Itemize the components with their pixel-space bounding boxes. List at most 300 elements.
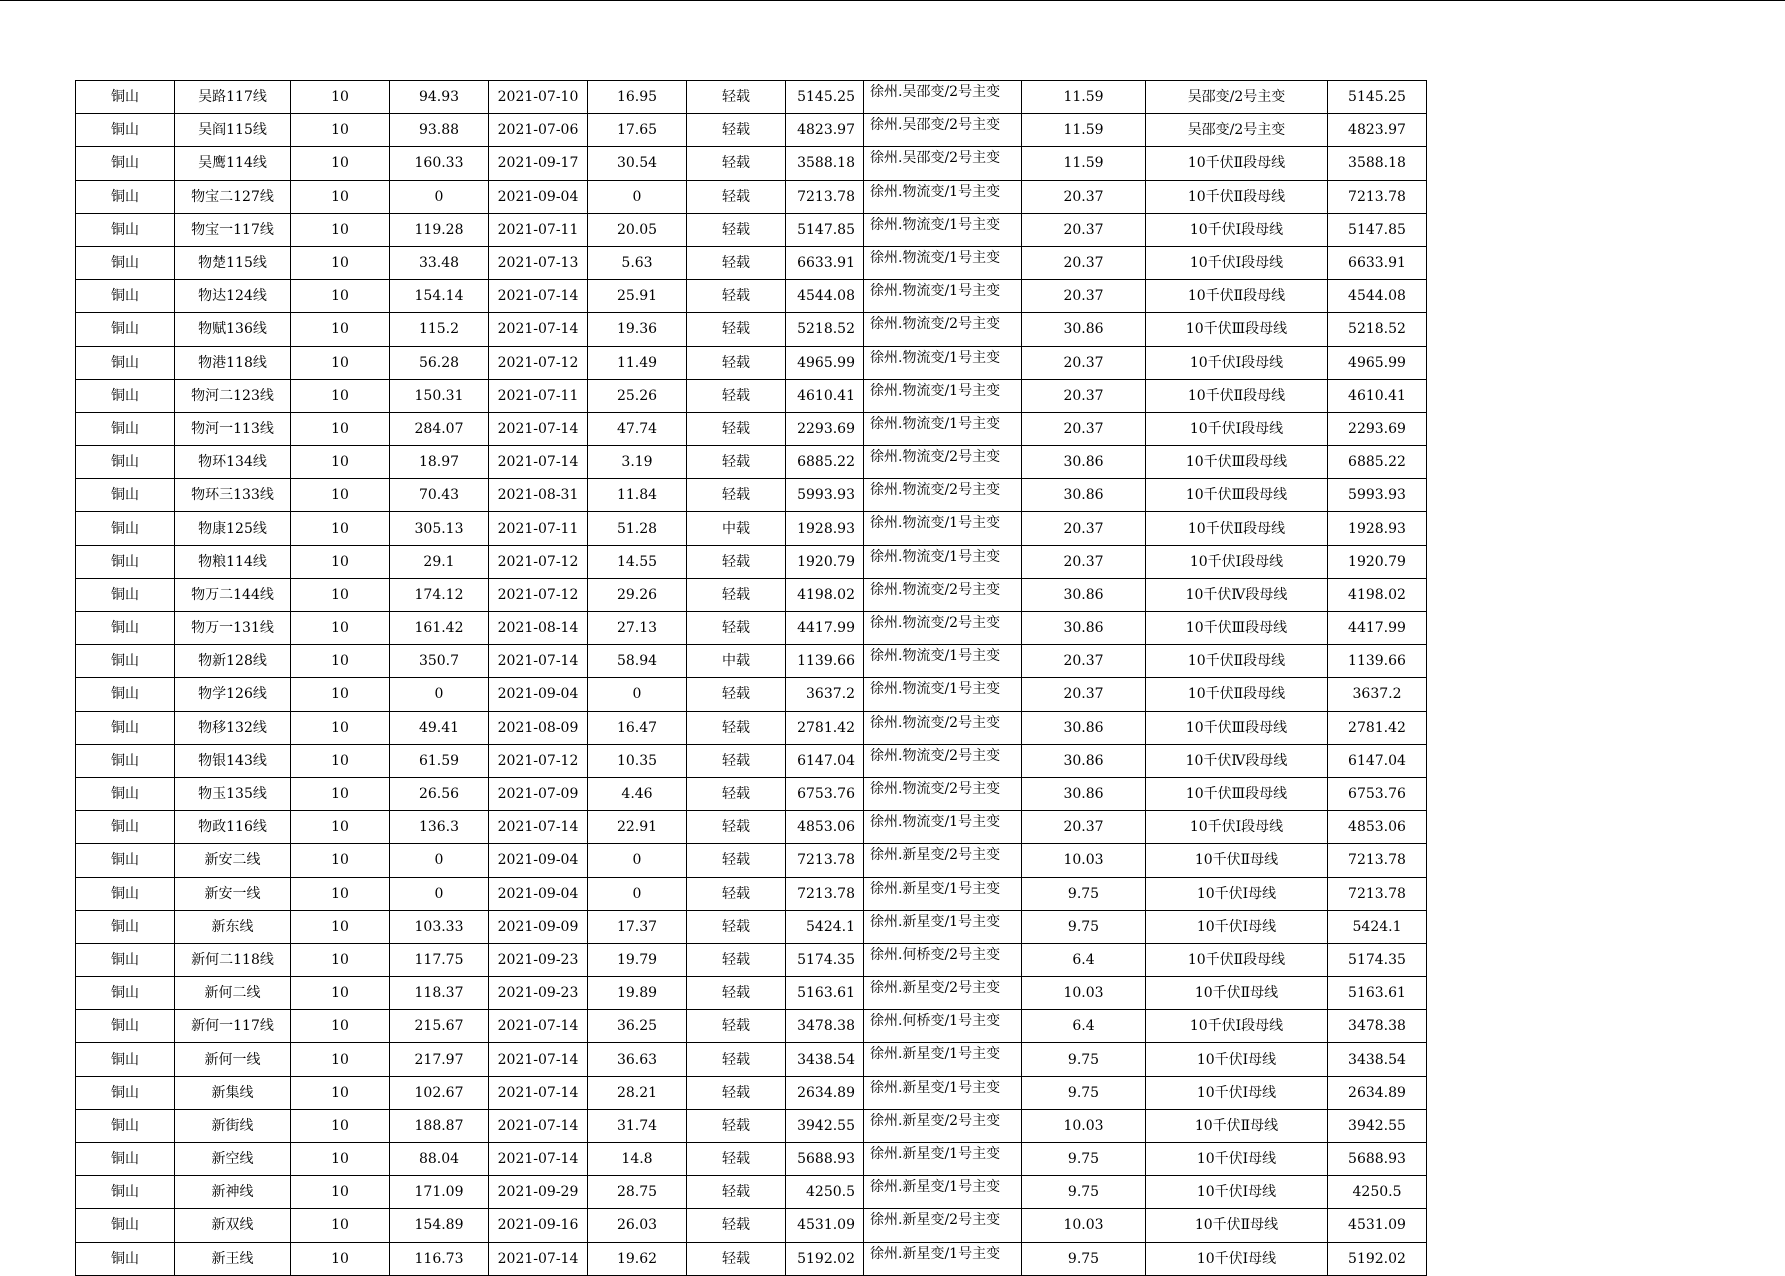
cell-load-rate: 19.36	[588, 313, 687, 346]
cell-bus: 10千伏Ⅳ段母线	[1146, 578, 1328, 611]
cell-substation	[864, 711, 1022, 744]
cell-load-status: 轻载	[687, 446, 786, 479]
substation-text: 徐州.物流变/2号主变	[870, 780, 1001, 797]
cell-area: 铜山	[76, 1242, 175, 1275]
cell-capacity: 5993.93	[786, 479, 864, 512]
cell-area: 铜山	[76, 877, 175, 910]
cell-date: 2021-07-14	[489, 280, 588, 313]
cell-substation-rate: 11.59	[1022, 81, 1146, 114]
substation-text: 徐州.物流变/2号主变	[870, 714, 1001, 731]
cell-line-name: 新神线	[175, 1176, 291, 1209]
cell-substation	[864, 213, 1022, 246]
substation-text: 徐州.物流变/1号主变	[870, 814, 1001, 831]
cell-bus: 10千伏Ⅰ母线	[1146, 1143, 1328, 1176]
cell-line-name: 新空线	[175, 1143, 291, 1176]
cell-substation-rate: 20.37	[1022, 678, 1146, 711]
cell-bus: 10千伏Ⅱ段母线	[1146, 512, 1328, 545]
cell-load-rate: 36.63	[588, 1043, 687, 1076]
cell-voltage: 10	[291, 246, 390, 279]
cell-margin: 7213.78	[1328, 877, 1427, 910]
cell-date: 2021-09-29	[489, 1176, 588, 1209]
cell-load-rate: 26.03	[588, 1209, 687, 1242]
cell-substation-rate: 20.37	[1022, 246, 1146, 279]
cell-date: 2021-07-12	[489, 346, 588, 379]
cell-capacity: 1920.79	[786, 545, 864, 578]
table-row	[76, 645, 1427, 678]
cell-line-name: 物河一113线	[175, 412, 291, 445]
cell-load-status: 轻载	[687, 612, 786, 645]
cell-date: 2021-07-14	[489, 1242, 588, 1275]
cell-substation	[864, 1143, 1022, 1176]
cell-margin: 1928.93	[1328, 512, 1427, 545]
cell-load-status: 轻载	[687, 910, 786, 943]
cell-load-rate: 51.28	[588, 512, 687, 545]
cell-date: 2021-09-04	[489, 844, 588, 877]
cell-load-status: 轻载	[687, 1176, 786, 1209]
cell-voltage: 10	[291, 213, 390, 246]
cell-load: 174.12	[390, 578, 489, 611]
cell-date: 2021-09-09	[489, 910, 588, 943]
cell-area: 铜山	[76, 744, 175, 777]
cell-load-status: 轻载	[687, 977, 786, 1010]
table-row	[76, 744, 1427, 777]
cell-margin: 5163.61	[1328, 977, 1427, 1010]
cell-line-name: 物移132线	[175, 711, 291, 744]
cell-load-rate: 0	[588, 180, 687, 213]
cell-line-name: 物环134线	[175, 446, 291, 479]
cell-substation	[864, 1010, 1022, 1043]
cell-substation-rate: 20.37	[1022, 645, 1146, 678]
cell-date: 2021-08-31	[489, 479, 588, 512]
cell-load-rate: 47.74	[588, 412, 687, 445]
cell-area: 铜山	[76, 678, 175, 711]
cell-load: 118.37	[390, 977, 489, 1010]
cell-capacity: 4610.41	[786, 379, 864, 412]
table-row	[76, 1176, 1427, 1209]
cell-substation	[864, 744, 1022, 777]
cell-bus: 10千伏Ⅲ段母线	[1146, 313, 1328, 346]
cell-substation	[864, 1242, 1022, 1275]
cell-capacity: 4198.02	[786, 578, 864, 611]
cell-date: 2021-07-12	[489, 744, 588, 777]
table-row	[76, 578, 1427, 611]
cell-load: 103.33	[390, 910, 489, 943]
cell-area: 铜山	[76, 180, 175, 213]
cell-bus: 10千伏Ⅰ母线	[1146, 1242, 1328, 1275]
cell-load-status: 轻载	[687, 744, 786, 777]
substation-text: 徐州.新星变/2号主变	[870, 847, 1001, 864]
cell-line-name: 物环三133线	[175, 479, 291, 512]
cell-line-name: 新安二线	[175, 844, 291, 877]
cell-capacity: 7213.78	[786, 877, 864, 910]
cell-load: 56.28	[390, 346, 489, 379]
cell-area: 铜山	[76, 1143, 175, 1176]
cell-margin: 5192.02	[1328, 1242, 1427, 1275]
cell-voltage: 10	[291, 114, 390, 147]
cell-load: 161.42	[390, 612, 489, 645]
cell-area: 铜山	[76, 246, 175, 279]
cell-load-rate: 22.91	[588, 811, 687, 844]
cell-bus: 10千伏Ⅰ段母线	[1146, 545, 1328, 578]
cell-margin: 7213.78	[1328, 844, 1427, 877]
cell-load-rate: 25.26	[588, 379, 687, 412]
cell-load-rate: 11.49	[588, 346, 687, 379]
substation-text: 徐州.物流变/1号主变	[870, 183, 1001, 200]
cell-substation	[864, 645, 1022, 678]
cell-voltage: 10	[291, 645, 390, 678]
cell-substation-rate: 6.4	[1022, 943, 1146, 976]
cell-substation-rate: 9.75	[1022, 1076, 1146, 1109]
table-row	[76, 479, 1427, 512]
cell-line-name: 物新128线	[175, 645, 291, 678]
cell-load-status: 轻载	[687, 280, 786, 313]
cell-load-rate: 0	[588, 877, 687, 910]
cell-substation-rate: 9.75	[1022, 1043, 1146, 1076]
cell-bus: 吴邵变/2号主变	[1146, 81, 1328, 114]
cell-margin: 6753.76	[1328, 777, 1427, 810]
cell-area: 铜山	[76, 379, 175, 412]
cell-area: 铜山	[76, 910, 175, 943]
cell-load-status: 轻载	[687, 412, 786, 445]
cell-load-rate: 16.47	[588, 711, 687, 744]
cell-substation-rate: 20.37	[1022, 280, 1146, 313]
table-row	[76, 943, 1427, 976]
table-row	[76, 678, 1427, 711]
table-row	[76, 280, 1427, 313]
cell-substation	[864, 977, 1022, 1010]
cell-substation	[864, 777, 1022, 810]
cell-substation-rate: 30.86	[1022, 612, 1146, 645]
table-row	[76, 246, 1427, 279]
cell-margin: 4531.09	[1328, 1209, 1427, 1242]
substation-text: 徐州.物流变/1号主变	[870, 681, 1001, 698]
cell-bus: 10千伏Ⅲ段母线	[1146, 711, 1328, 744]
cell-voltage: 10	[291, 412, 390, 445]
cell-area: 铜山	[76, 545, 175, 578]
cell-load-status: 轻载	[687, 877, 786, 910]
cell-load-rate: 5.63	[588, 246, 687, 279]
cell-area: 铜山	[76, 479, 175, 512]
cell-voltage: 10	[291, 811, 390, 844]
cell-line-name: 新王线	[175, 1242, 291, 1275]
cell-bus: 10千伏Ⅱ段母线	[1146, 645, 1328, 678]
cell-load-status: 轻载	[687, 180, 786, 213]
cell-line-name: 新何一117线	[175, 1010, 291, 1043]
cell-area: 铜山	[76, 977, 175, 1010]
substation-text: 徐州.新星变/1号主变	[870, 1079, 1001, 1096]
cell-bus: 10千伏Ⅲ段母线	[1146, 612, 1328, 645]
substation-text: 徐州.何桥变/1号主变	[870, 1013, 1001, 1030]
substation-text: 徐州.何桥变/2号主变	[870, 946, 1001, 963]
table-row	[76, 777, 1427, 810]
cell-capacity: 6753.76	[786, 777, 864, 810]
cell-load-status: 轻载	[687, 147, 786, 180]
cell-line-name: 新东线	[175, 910, 291, 943]
cell-voltage: 10	[291, 977, 390, 1010]
cell-date: 2021-07-12	[489, 578, 588, 611]
cell-substation	[864, 346, 1022, 379]
cell-voltage: 10	[291, 479, 390, 512]
cell-load-rate: 36.25	[588, 1010, 687, 1043]
cell-capacity: 4823.97	[786, 114, 864, 147]
cell-load-status: 轻载	[687, 1209, 786, 1242]
table-row	[76, 1242, 1427, 1275]
cell-margin: 4198.02	[1328, 578, 1427, 611]
cell-line-name: 物河二123线	[175, 379, 291, 412]
substation-text: 徐州.物流变/1号主变	[870, 249, 1001, 266]
cell-line-name: 物学126线	[175, 678, 291, 711]
cell-bus: 10千伏Ⅰ母线	[1146, 1043, 1328, 1076]
cell-capacity: 5145.25	[786, 81, 864, 114]
cell-date: 2021-07-14	[489, 811, 588, 844]
cell-substation	[864, 379, 1022, 412]
cell-date: 2021-07-14	[489, 1010, 588, 1043]
cell-area: 铜山	[76, 612, 175, 645]
cell-load: 160.33	[390, 147, 489, 180]
cell-voltage: 10	[291, 180, 390, 213]
cell-voltage: 10	[291, 877, 390, 910]
cell-date: 2021-09-16	[489, 1209, 588, 1242]
cell-substation	[864, 147, 1022, 180]
cell-bus: 10千伏Ⅱ母线	[1146, 977, 1328, 1010]
cell-substation-rate: 20.37	[1022, 180, 1146, 213]
cell-line-name: 吴路117线	[175, 81, 291, 114]
table-row	[76, 313, 1427, 346]
cell-substation-rate: 6.4	[1022, 1010, 1146, 1043]
cell-substation	[864, 446, 1022, 479]
table-row	[76, 1076, 1427, 1109]
substation-text: 徐州.物流变/1号主变	[870, 648, 1001, 665]
cell-voltage: 10	[291, 1209, 390, 1242]
cell-voltage: 10	[291, 1010, 390, 1043]
cell-date: 2021-07-13	[489, 246, 588, 279]
cell-substation	[864, 1109, 1022, 1142]
cell-capacity: 4250.5	[786, 1176, 864, 1209]
cell-capacity: 5424.1	[786, 910, 864, 943]
cell-area: 铜山	[76, 346, 175, 379]
cell-substation-rate: 10.03	[1022, 1209, 1146, 1242]
cell-load-status: 轻载	[687, 1043, 786, 1076]
cell-line-name: 新何二线	[175, 977, 291, 1010]
cell-substation-rate: 30.86	[1022, 313, 1146, 346]
cell-voltage: 10	[291, 346, 390, 379]
cell-load: 284.07	[390, 412, 489, 445]
cell-voltage: 10	[291, 545, 390, 578]
cell-substation-rate: 30.86	[1022, 777, 1146, 810]
table-row	[76, 1043, 1427, 1076]
cell-date: 2021-07-14	[489, 645, 588, 678]
cell-capacity: 7213.78	[786, 180, 864, 213]
cell-voltage: 10	[291, 446, 390, 479]
cell-load-status: 轻载	[687, 114, 786, 147]
cell-capacity: 5688.93	[786, 1143, 864, 1176]
cell-load-rate: 27.13	[588, 612, 687, 645]
cell-substation	[864, 180, 1022, 213]
cell-substation-rate: 9.75	[1022, 877, 1146, 910]
cell-date: 2021-08-14	[489, 612, 588, 645]
cell-substation	[864, 844, 1022, 877]
cell-bus: 10千伏Ⅰ母线	[1146, 1176, 1328, 1209]
cell-voltage: 10	[291, 379, 390, 412]
cell-load-rate: 0	[588, 844, 687, 877]
cell-load-rate: 11.84	[588, 479, 687, 512]
cell-bus: 10千伏Ⅳ段母线	[1146, 744, 1328, 777]
substation-text: 徐州.物流变/2号主变	[870, 449, 1001, 466]
cell-substation	[864, 1076, 1022, 1109]
cell-load-rate: 58.94	[588, 645, 687, 678]
cell-area: 铜山	[76, 512, 175, 545]
cell-area: 铜山	[76, 777, 175, 810]
cell-substation	[864, 114, 1022, 147]
cell-line-name: 物宝一117线	[175, 213, 291, 246]
cell-load: 29.1	[390, 545, 489, 578]
cell-capacity: 3588.18	[786, 147, 864, 180]
cell-margin: 4823.97	[1328, 114, 1427, 147]
cell-load-status: 轻载	[687, 1143, 786, 1176]
cell-substation	[864, 280, 1022, 313]
cell-voltage: 10	[291, 943, 390, 976]
cell-margin: 2634.89	[1328, 1076, 1427, 1109]
cell-load: 0	[390, 844, 489, 877]
cell-line-name: 物万一131线	[175, 612, 291, 645]
cell-area: 铜山	[76, 213, 175, 246]
cell-voltage: 10	[291, 1176, 390, 1209]
cell-capacity: 6885.22	[786, 446, 864, 479]
cell-margin: 5218.52	[1328, 313, 1427, 346]
table-row	[76, 811, 1427, 844]
cell-bus: 10千伏Ⅰ段母线	[1146, 213, 1328, 246]
cell-bus: 10千伏Ⅱ母线	[1146, 844, 1328, 877]
substation-text: 徐州.新星变/2号主变	[870, 1212, 1001, 1229]
cell-margin: 4544.08	[1328, 280, 1427, 313]
cell-date: 2021-09-17	[489, 147, 588, 180]
table-row	[76, 412, 1427, 445]
cell-substation	[864, 313, 1022, 346]
cell-area: 铜山	[76, 1010, 175, 1043]
cell-substation	[864, 877, 1022, 910]
cell-capacity: 1139.66	[786, 645, 864, 678]
cell-voltage: 10	[291, 147, 390, 180]
cell-bus: 10千伏Ⅰ段母线	[1146, 246, 1328, 279]
cell-line-name: 新何一线	[175, 1043, 291, 1076]
cell-line-name: 吴阎115线	[175, 114, 291, 147]
cell-area: 铜山	[76, 578, 175, 611]
cell-line-name: 物楚115线	[175, 246, 291, 279]
cell-line-name: 新街线	[175, 1109, 291, 1142]
cell-load-status: 轻载	[687, 1109, 786, 1142]
cell-margin: 3478.38	[1328, 1010, 1427, 1043]
cell-substation	[864, 246, 1022, 279]
cell-voltage: 10	[291, 910, 390, 943]
cell-margin: 4965.99	[1328, 346, 1427, 379]
cell-bus: 10千伏Ⅱ段母线	[1146, 678, 1328, 711]
cell-margin: 3438.54	[1328, 1043, 1427, 1076]
substation-text: 徐州.吴邵变/2号主变	[870, 117, 1001, 134]
cell-substation-rate: 10.03	[1022, 1109, 1146, 1142]
substation-text: 徐州.物流变/1号主变	[870, 349, 1001, 366]
cell-substation-rate: 10.03	[1022, 844, 1146, 877]
cell-date: 2021-09-04	[489, 877, 588, 910]
cell-line-name: 物政116线	[175, 811, 291, 844]
substation-text: 徐州.新星变/2号主变	[870, 1112, 1001, 1129]
cell-bus: 10千伏Ⅱ母线	[1146, 1109, 1328, 1142]
cell-bus: 10千伏Ⅱ段母线	[1146, 180, 1328, 213]
cell-date: 2021-07-14	[489, 1143, 588, 1176]
cell-load-rate: 19.89	[588, 977, 687, 1010]
cell-bus: 10千伏Ⅱ段母线	[1146, 943, 1328, 976]
cell-substation	[864, 910, 1022, 943]
cell-date: 2021-07-14	[489, 1109, 588, 1142]
cell-substation-rate: 30.86	[1022, 711, 1146, 744]
cell-capacity: 3942.55	[786, 1109, 864, 1142]
cell-date: 2021-09-04	[489, 180, 588, 213]
cell-bus: 10千伏Ⅲ段母线	[1146, 479, 1328, 512]
cell-area: 铜山	[76, 1076, 175, 1109]
cell-margin: 3637.2	[1328, 678, 1427, 711]
cell-margin: 6633.91	[1328, 246, 1427, 279]
cell-load-rate: 3.19	[588, 446, 687, 479]
cell-margin: 6147.04	[1328, 744, 1427, 777]
cell-voltage: 10	[291, 744, 390, 777]
cell-load-rate: 30.54	[588, 147, 687, 180]
cell-substation-rate: 20.37	[1022, 545, 1146, 578]
cell-load: 49.41	[390, 711, 489, 744]
cell-line-name: 物粮114线	[175, 545, 291, 578]
cell-capacity: 3637.2	[786, 678, 864, 711]
substation-text: 徐州.新星变/1号主变	[870, 1046, 1001, 1063]
cell-substation-rate: 20.37	[1022, 412, 1146, 445]
cell-load-status: 轻载	[687, 379, 786, 412]
cell-load: 26.56	[390, 777, 489, 810]
table-row	[76, 1143, 1427, 1176]
cell-margin: 1139.66	[1328, 645, 1427, 678]
cell-date: 2021-08-09	[489, 711, 588, 744]
cell-margin: 6885.22	[1328, 446, 1427, 479]
table-row	[76, 844, 1427, 877]
cell-line-name: 物宝二127线	[175, 180, 291, 213]
cell-date: 2021-07-09	[489, 777, 588, 810]
cell-load-rate: 17.37	[588, 910, 687, 943]
cell-line-name: 物赋136线	[175, 313, 291, 346]
cell-load: 305.13	[390, 512, 489, 545]
cell-voltage: 10	[291, 844, 390, 877]
cell-load: 18.97	[390, 446, 489, 479]
cell-load-status: 轻载	[687, 479, 786, 512]
table-row	[76, 545, 1427, 578]
substation-text: 徐州.物流变/2号主变	[870, 615, 1001, 631]
cell-date: 2021-07-14	[489, 1076, 588, 1109]
cell-substation	[864, 545, 1022, 578]
cell-area: 铜山	[76, 280, 175, 313]
feeder-load-table	[75, 80, 1427, 1276]
cell-load-rate: 17.65	[588, 114, 687, 147]
cell-margin: 4610.41	[1328, 379, 1427, 412]
cell-load-status: 轻载	[687, 1010, 786, 1043]
cell-voltage: 10	[291, 1109, 390, 1142]
substation-text: 徐州.物流变/1号主变	[870, 283, 1001, 300]
cell-capacity: 2634.89	[786, 1076, 864, 1109]
cell-substation-rate: 30.86	[1022, 446, 1146, 479]
cell-date: 2021-07-10	[489, 81, 588, 114]
cell-area: 铜山	[76, 1043, 175, 1076]
cell-voltage: 10	[291, 1076, 390, 1109]
table-row	[76, 446, 1427, 479]
cell-load: 217.97	[390, 1043, 489, 1076]
substation-text: 徐州.物流变/1号主变	[870, 548, 1001, 565]
cell-area: 铜山	[76, 114, 175, 147]
cell-date: 2021-07-11	[489, 379, 588, 412]
substation-text: 徐州.物流变/2号主变	[870, 747, 1001, 764]
